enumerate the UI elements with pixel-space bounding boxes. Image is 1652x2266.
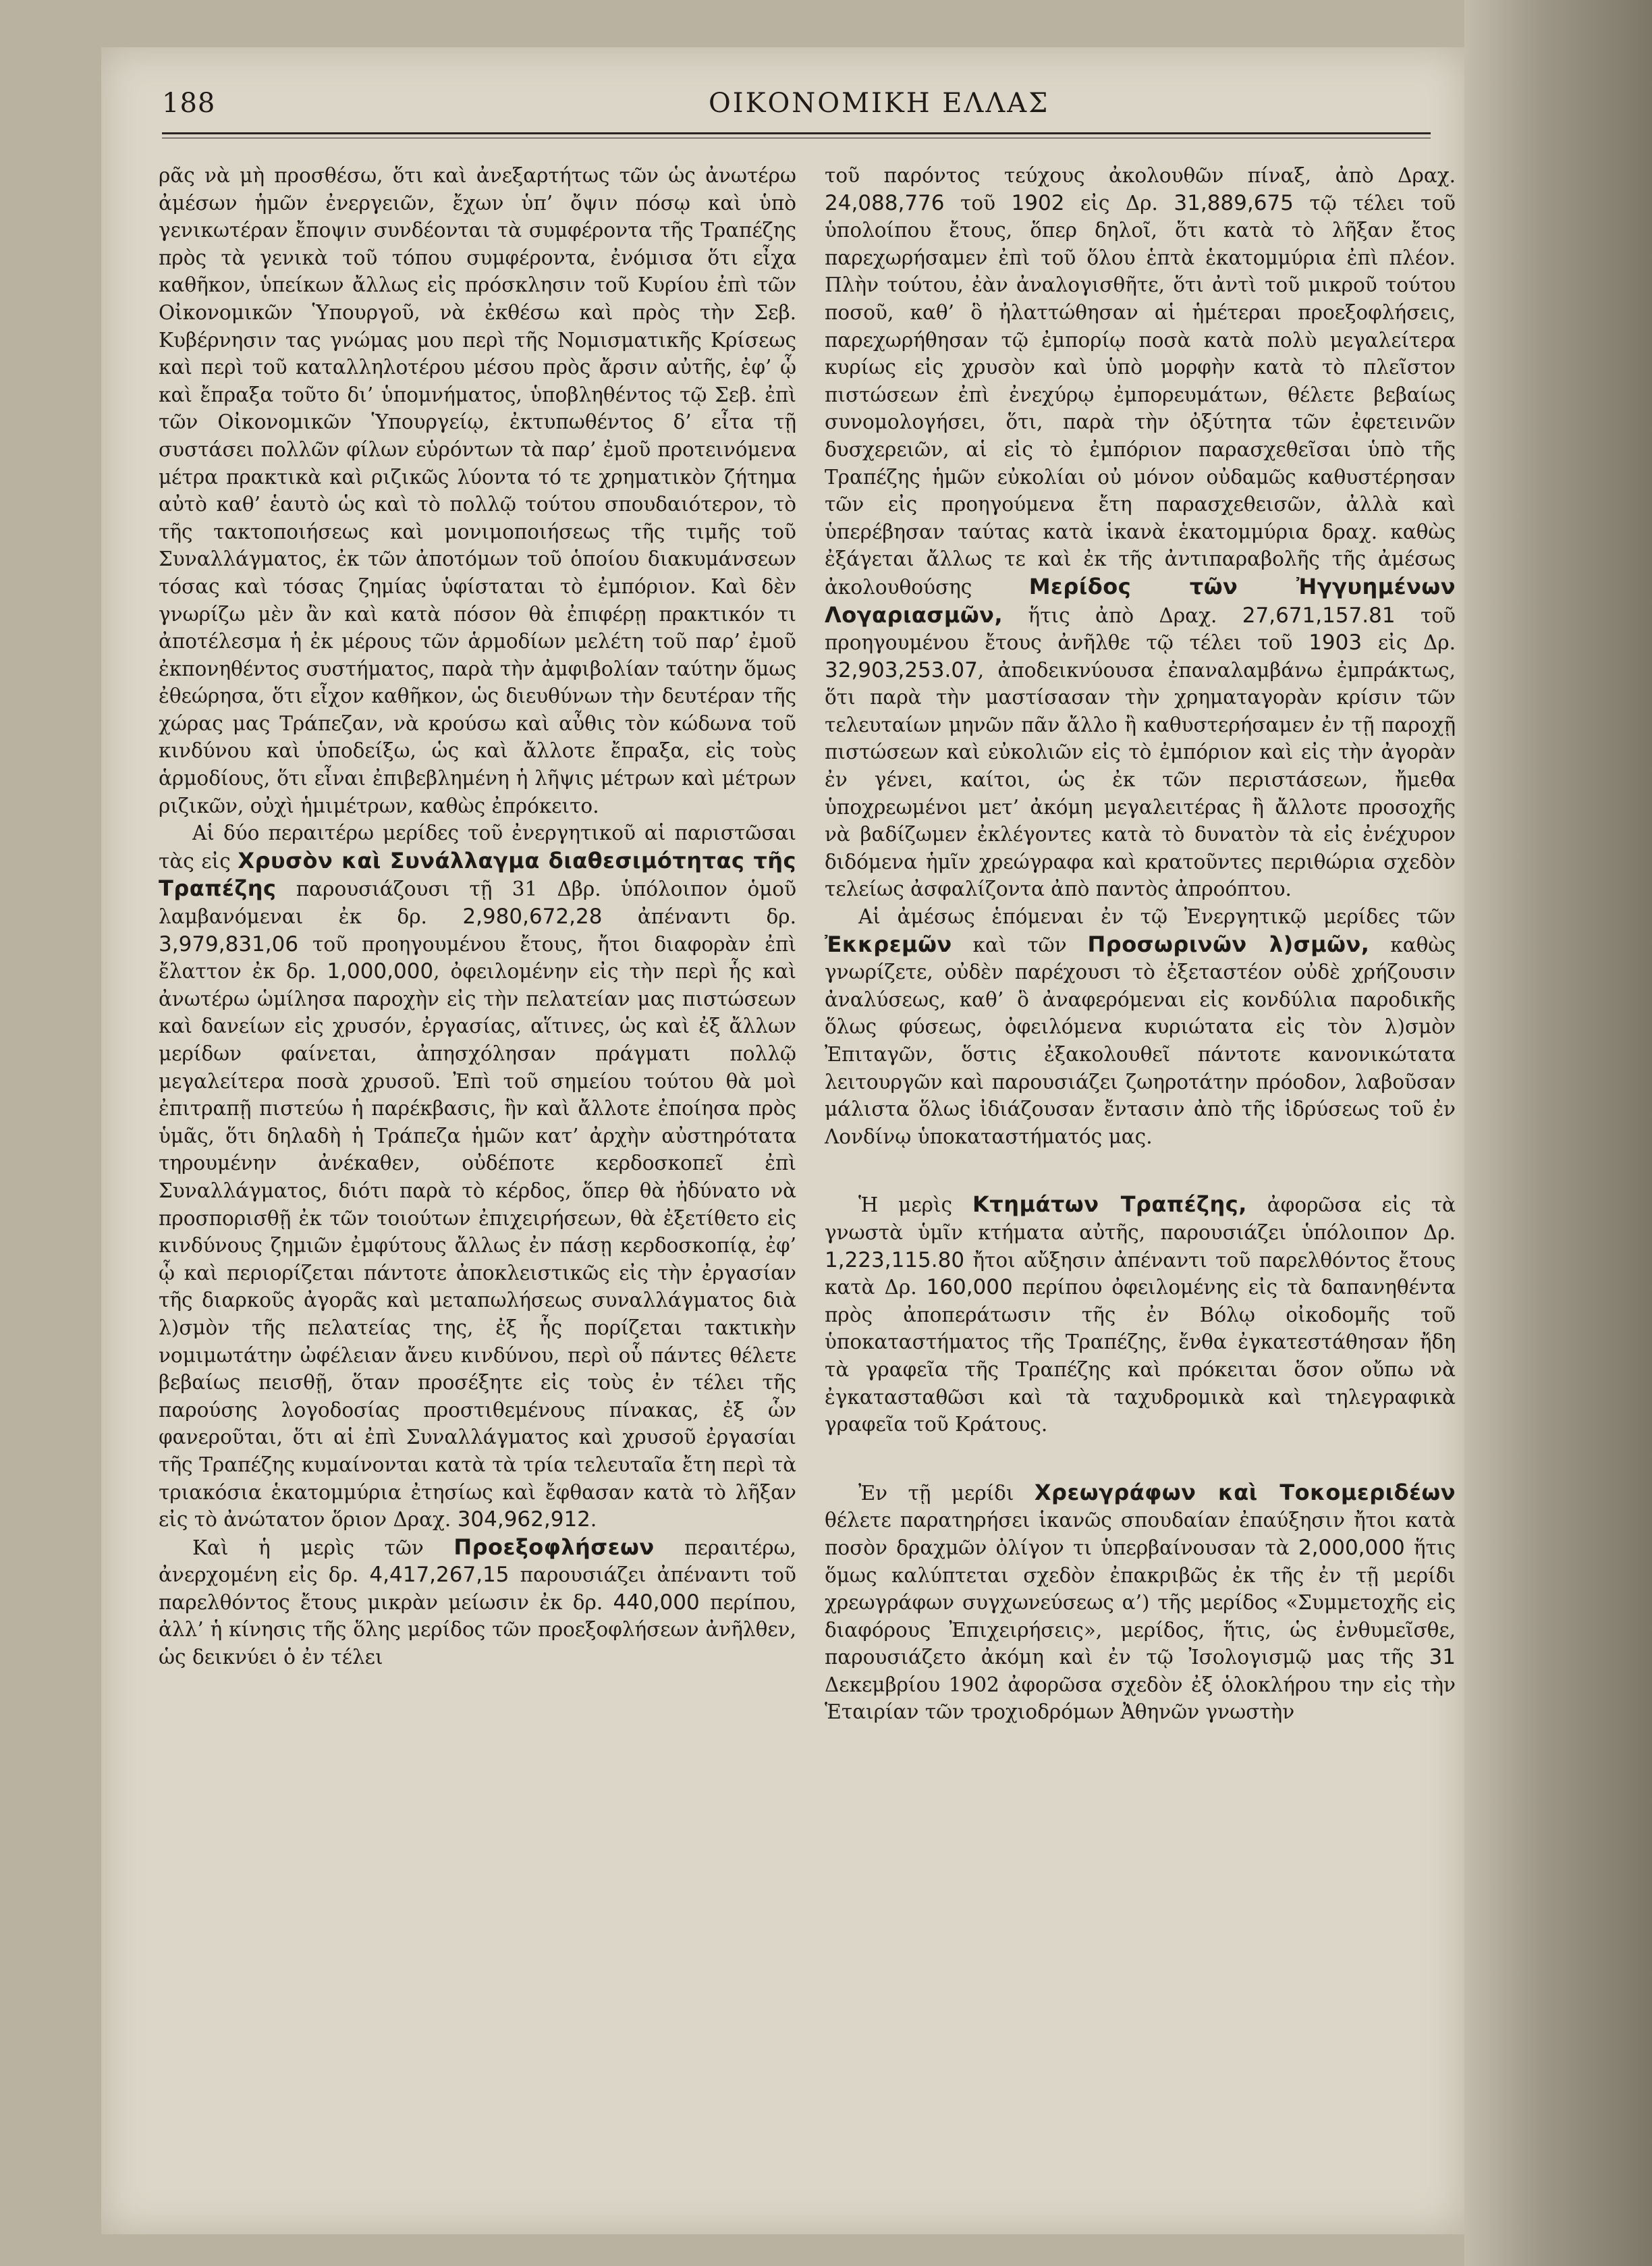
- page-header: [162, 81, 1431, 135]
- amount: 160,000: [926, 1275, 1013, 1300]
- paragraph-right-4: [825, 1479, 1456, 1726]
- amount: 1,223,115.80: [825, 1247, 965, 1272]
- paragraph-left-1: ρᾶς νὰ μὴ προσθέσω, ὅτι καὶ ἀνεξαρτήτως τῶν ὡς ἀνωτέρω ἀμέσων ἡμῶν ἐνεργειῶν, ἔχων ὑπ’ ὄψιν πόσῳ καὶ ὑπὸ γενικωτέραν ἔποψιν συνδέονται τὰ συμφέροντα τῆς Τραπέζης πρὸς τὰ γενικὰ τοῦ τόπου συμφέροντα, ἐνόμισα ὅτι εἶχα καθῆκον, ὑπείκων ἄλλως εἰς πρόσκλησιν τοῦ Κυρίου ἐπὶ τῶν Οἰκονομικῶν Ὑπουργοῦ, νὰ ἐκθέσω καὶ πρὸς τὴν Σεβ. Κυβέρνησιν τας γνώμας μου περὶ τῆς Νομισματικῆς Κρίσεως καὶ περὶ τοῦ καταλληλοτέρου μέσου πρὸς ἄρσιν αὐτῆς, ἐφ’ ᾧ καὶ ἔπραξα τοῦτο δι’ ὑπομνήματος, ὑποβληθέντος τῷ Σεβ. ἐπὶ τῶν Οἰκονομικῶν Ὑπουργείῳ, ἐκτυπωθέντος δ’ εἶτα τῇ συστάσει πολλῶν φίλων εὑρόντων τὰ παρ’ ἐμοῦ προτεινόμενα μέτρα πρακτικὰ καὶ ριζικῶς λύοντα τό τε χρηματικὸν ζήτημα αὐτὸ καθ’ ἑαυτὸ ὡς καὶ τὸ πολλῷ τούτου σπουδαιότερον, τὸ τῆς τακτοποιήσεως καὶ μονιμοποιήσεως τῆς τιμῆς τοῦ Συναλλάγματος, ἐκ τῶν ἀποτόμων τοῦ ὁποίου διακυμάνσεων τόσας καὶ τόσας ζημίας ὑφίσταται τὸ ἐμπόριον. Καὶ δὲν γνωρίζω μὲν ἂν καὶ κατὰ πόσον θὰ ἐπιφέρῃ πρακτικόν τι ἀποτέλεσμα ἡ ἐκ μέρους τῶν ἁρμοδίων μελέτη τοῦ παρ’ ἐμοῦ ἐκπονηθέντος συστήματος, παρὰ τὴν ἀμφιβολίαν ταύτην ὅμως ἐθεώρησα, ὅτι εἶχον καθῆκον, ὡς διευθύνων τὴν δευτέραν τῆς χώρας μας Τράπεζαν, νὰ κρούσω καὶ αὖθις τὸν κώδωνα τοῦ κινδύνου καὶ ὑποδείξω, ὡς καὶ ἄλλοτε ἔπραξα, εἰς τοὺς ἁρμοδίους, ὅτι εἶναι ἐπιβεβλημένη ἡ λῆψις μέτρων καὶ μέτρων ριζικῶν, οὐχὶ ἡμιμέτρων, καθὼς ἐπρόκειτο.: [159, 164, 796, 817]
- text-run: καὶ τῶν: [952, 933, 1088, 956]
- amount: 3,979,831,06: [159, 932, 299, 956]
- paragraph-left-2: [159, 819, 796, 1533]
- amount: 24,088,776: [825, 190, 945, 215]
- text-run: τοῦ παρόντος τεύχους ἀκολουθῶν πίναξ, ἀπὸ Δραχ.: [825, 164, 1456, 187]
- amount: 32,903,253.07: [825, 657, 978, 682]
- text-run: παρουσιάζει ἀπέναντι τοῦ παρελθόντος ἔτους μικρὰν μείωσιν ἐκ δρ.: [159, 1563, 796, 1614]
- section-heading-guaranteed-accounts: Μερίδος τῶν Ἠγγυημένων Λογαριασμῶν,: [825, 573, 1456, 628]
- left-column: [159, 162, 796, 1671]
- text-run: , ἀποδεικνύουσα ἐπαναλαμβάνω ἐμπράκτως, ὅτι παρὰ τὴν μαστίσασαν τὴν χρηματαγορὰν κρίσιν τῶν τελευταίων μηνῶν πᾶν ἄλλο ἢ καθυστερήσαμεν ἐν τῇ παροχῇ πιστώσεων καὶ εὐκολιῶν εἰς τὸ ἐμπόριον καὶ εἰς τὴν ἀγορὰν ἐν γένει, καίτοι, ὡς ἐκ τῶν περιστάσεων, ἤμεθα ὑποχρεωμένοι μετ’ ἀκόμη μεγαλειτέρας ἢ ἄλλοτε προσοχῆς νὰ βαδίζωμεν ἐκλέγοντες κατὰ τὸ δυνατὸν τὰ εἰς ἐνέχυρον διδόμενα ἡμῖν χρεώγραφα καὶ κρατοῦντες περιθώρια σχεδὸν τελείως ἀσφαλίζοντα ἀπὸ παντὸς ἀπροόπτου.: [825, 658, 1456, 901]
- year: 1903: [1309, 630, 1362, 655]
- text-run: τῷ τέλει τοῦ ὑπολοίπου ἔτους, ὅπερ δηλοῖ, ὅτι κατὰ τὸ λῆξαν ἔτος παρεχωρήσαμεν ἐπὶ τοῦ ὅλου ἑπτὰ ἑκατομμύρια ἐπὶ πλέον. Πλὴν τούτου, ἐὰν ἀναλογισθῆτε, ὅτι ἀντὶ τοῦ μικροῦ τούτου ποσοῦ, καθ’ ὃ ἠλαττώθησαν αἱ ἡμέτεραι προεξοφλήσεις, παρεχωρήθησαν τῷ ἐμπορίῳ ποσὰ κατὰ πολὺ μεγαλείτερα κυρίως εἰς χρυσὸν καὶ ὑπὸ μορφὴν κατὰ τὸ πλεῖστον πιστώσεων ἐπὶ ἐνεχύρῳ ἐμπορευμάτων, θέλετε βεβαίως συνομολογήσει, ὅτι, παρὰ τὴν ὀξύτητα τῶν ἐφετεινῶν δυσχερειῶν, αἱ εἰς τὸ ἐμπόριον παρασχεθεῖσαι ὑπὸ τῆς Τραπέζης ἡμῶν εὐκολίαι οὐ μόνον οὐδαμῶς καθυστέρησαν τῶν εἰς προηγούμενα ἔτη παρασχεθεισῶν, ἀλλὰ καὶ ὑπερέβησαν ταύτας κατὰ ἱκανὰ ἑκατομμύρια δραχ. καθὼς ἐξάγεται ἄλλως τε καὶ ἐκ τῆς ἀντιπαραβολῆς τῆς ἀμέσως ἀκολουθούσης: [825, 191, 1456, 599]
- text-run: εἰς Δρ.: [1064, 191, 1174, 215]
- section-heading-gold-exchange: Χρυσὸν καὶ Συνάλλαγμα διαθεσιμότητας τῆς Τραπέζης: [159, 847, 796, 902]
- section-heading-pending: Ἐκκρεμῶν: [825, 931, 952, 957]
- text-run: Καὶ ἡ μερὶς τῶν: [192, 1536, 454, 1559]
- amount: 27,671,157.81: [1242, 603, 1396, 628]
- text-run: παρουσιάζουσι τῇ 31 Δβρ. ὑπόλοιπον ὁμοῦ λαμβανόμεναι ἐκ δρ.: [159, 878, 796, 929]
- text-run: Ἐν τῇ μερίδι: [858, 1481, 1035, 1505]
- text-run: Αἱ ἀμέσως ἑπόμεναι ἐν τῷ Ἐνεργητικῷ μερίδες τῶν: [858, 905, 1456, 929]
- text-run: , ὀφειλομένην εἰς τὴν περὶ ἧς καὶ ἀνωτέρω ὡμίλησα παροχὴν εἰς τὴν πελατείαν μας πιστώσεων καὶ δανείων εἰς χρυσόν, ἐργασίας, αἵτινες, ὡς καὶ ἐξ ἄλλων μερίδων φαίνεται, ἀπησχόλησαν πράγματι πολλῷ μεγαλείτερα ποσὰ χρυσοῦ. Ἐπὶ τοῦ σημείου τούτου θὰ μοὶ ἐπιτραπῇ πιστεύω ἡ παρέκβασις, ἣν καὶ ἄλλοτε ἐποίησα πρὸς ὑμᾶς, ὅτι δηλαδὴ ἡ Τράπεζα ἡμῶν κατ’ ἀρχὴν αὐστηρότατα τηρουμένην ἀνέκαθεν, οὐδέποτε κερδοσκοπεῖ ἐπὶ Συναλλάγματος, διότι παρὰ τὸ κέρδος, ὅπερ θὰ ἠδύνατο νὰ προσπορισθῇ ἐκ τῶν τοιούτων ἐπιχειρήσεων, θὰ ἐξετίθετο εἰς κινδύνους ζημιῶν ἐμφύτους ἄλλως ἐν πάσῃ κερδοσκοπίᾳ, ἐφ’ ᾧ καὶ περιορίζεται πάντοτε ἀποκλειστικῶς εἰς τὴν ἐργασίαν τῆς διαρκοῦς ἀγορᾶς καὶ μεταπωλήσεως συναλλάγματος διὰ λ)σμὸν τῆς πελατείας της, ἐξ ἧς πορίζεται τακτικὴν νομιμωτάτην ὠφέλειαν ἄνευ κινδύνου, περὶ οὗ πάντες θέλετε βεβαίως πεισθῇ, ὅταν προσέξητε εἰς τοὺς ἐν τέλει τῆς παρούσης λογοδοσίας προστιθεμένους πίνακας, ἐξ ὧν φανεροῦται, ὅτι αἱ ἐπὶ Συναλλάγματος καὶ χρυσοῦ ἐργασίαι τῆς Τραπέζης κυμαίνονται κατὰ τὰ τρία τελευταῖα ἔτη περὶ τὰ τριακόσια ἑκατομμύρια ἐτησίως καὶ ἔφθασαν κατὰ τὸ λῆξαν εἰς τὸ ἀνώτατον ὅριον Δραχ.: [159, 960, 796, 1532]
- year: 1902: [1011, 190, 1065, 215]
- text-run: Αἱ δύο περαιτέρω μερίδες τοῦ ἐνεργητικοῦ αἱ παριστῶσαι τὰς εἰς: [159, 821, 796, 873]
- text-run: Δεκεμβρίου 1902 ἀφορῶσα σχεδὸν ἐξ ὁλοκλήρου την εἰς τὴν Ἑταιρίαν τῶν τροχιοδρόμων Ἀθηνῶν γνωστὴν: [825, 1673, 1456, 1724]
- running-title: ΟΙΚΟΝΟΜΙΚΗ ΕΛΛΑΣ: [709, 88, 1050, 119]
- text-run: τοῦ προηγουμένου ἔτους, ἤτοι διαφορὰν ἐπὶ ἔλαττον ἐκ δρ.: [159, 932, 796, 983]
- right-column: [825, 162, 1456, 1726]
- text-run: ἤτοι αὔξησιν ἀπέναντι τοῦ παρελθόντος ἔτους κατὰ Δρ.: [825, 1248, 1456, 1299]
- text-run: ἥτις ἀπὸ Δραχ.: [1003, 603, 1242, 627]
- text-run: θέλετε παρατηρήσει ἱκανῶς σπουδαίαν ἐπαύξησιν ἤτοι κατὰ ποσὸν δραχμῶν ὀλίγον τι ὑπερβαίνουσαν τὰ: [825, 1509, 1456, 1559]
- section-heading-temporary-accounts: Προσωρινῶν λ)σμῶν,: [1087, 931, 1370, 957]
- text-run: περαιτέρω, ἀνερχομένη εἰς δρ.: [159, 1536, 796, 1587]
- page-number: 188: [162, 88, 216, 119]
- paragraph-right-3: [825, 1191, 1456, 1438]
- amount: 2,980,672,28: [462, 905, 603, 929]
- paragraph-right-1: [825, 162, 1456, 903]
- paragraph-left-3: [159, 1534, 796, 1671]
- amount: 4,417,267,15: [369, 1563, 510, 1588]
- text-run: ἀπέναντι δρ.: [602, 905, 796, 929]
- page-edge-shadow: [1464, 0, 1652, 2266]
- text-run: τοῦ προηγουμένου ἔτους ἀνῆλθε τῷ τέλει τοῦ: [825, 603, 1456, 655]
- text-run: ἥτις ὅμως καλύπτεται σχεδὸν ἐπακριβῶς ἐκ τῆς ἐν τῇ μερίδι χρεωγράφων συγχωνεύσεως α’) τῆς μερίδος «Συμμετοχῆς εἰς διαφόρους Ἐπιχειρήσεις», μερίδος, ἥτις, ὡς ἐνθυμεῖσθε, παρουσιάζετο ἀκόμη καὶ ἐν τῷ Ἰσολογισμῷ μας τῆς: [825, 1536, 1456, 1669]
- day-number: 31: [1429, 1645, 1456, 1670]
- amount: 1,000,000: [327, 959, 434, 984]
- section-heading-discounts: Προεξοφλήσεων: [453, 1534, 655, 1560]
- section-heading-securities-coupons: Χρεωγράφων καὶ Τοκομεριδέων: [1034, 1479, 1456, 1505]
- amount: 31,889,675: [1174, 190, 1294, 215]
- text-run: τοῦ: [944, 191, 1012, 215]
- amount: 2,000,000: [1298, 1535, 1405, 1560]
- section-heading-bank-property: Κτημάτων Τραπέζης,: [972, 1191, 1247, 1218]
- header-rule: [162, 132, 1431, 134]
- text-run: .: [590, 1508, 597, 1532]
- text-run: καθὼς γνωρίζετε, οὐδὲν παρέχουσι τὸ ἐξεταστέον οὐδὲ χρήζουσιν ἀναλύσεως, καθ’ ὃ ἀναφερόμεναι εἰς κονδύλια παροδικῆς ὅλως φύσεως, ὀφειλόμενα κυριώτατα εἰς τὸν λ)σμὸν Ἐπιταγῶν, ὅστις ἐξακολουθεῖ πάντοτε κανονικώτατα λειτουργῶν καὶ παρουσιάζει ζωηροτάτην πρόοδον, λαβοῦσαν μάλιστα ὅλως ἰδιάζουσαν ἔντασιν ἀπὸ τῆς ἱδρύσεως τοῦ ἐν Λονδίνῳ ὑποκαταστήματός μας.: [825, 933, 1456, 1148]
- amount: 304,962,912: [457, 1507, 590, 1532]
- paragraph-right-2: [825, 903, 1456, 1150]
- text-run: ἀφορῶσα εἰς τὰ γνωστὰ ὑμῖν κτήματα αὐτῆς, παρουσιάζει ὑπόλοιπον Δρ.: [825, 1193, 1456, 1244]
- text-run: περίπου ὀφειλομένης εἰς τὰ δαπανηθέντα πρὸς ἀποπεράτωσιν τῆς ἐν Βόλῳ οἰκοδομῆς τοῦ ὑποκαταστήματος τῆς Τραπέζης, ἔνθα ἐγκατεστάθησαν ἤδη τὰ γραφεῖα τῆς Τραπέζης καὶ πρόκειται ὅσον οὔπω νὰ ἐγκατασταθῶσι καὶ τὰ ταχυδρομικὰ καὶ τηλεγραφικὰ γραφεῖα τοῦ Κράτους.: [825, 1276, 1456, 1436]
- text-run: Ἡ μερὶς: [858, 1193, 972, 1217]
- text-run: εἰς Δρ.: [1362, 631, 1456, 655]
- text-run: περίπου, ἀλλ’ ἡ κίνησις τῆς ὅλης μερίδος τῶν προεξοφλήσεων ἀνῆλθεν, ὡς δεικνύει ὁ ἐν τέλει: [159, 1590, 796, 1669]
- amount: 440,000: [613, 1590, 700, 1615]
